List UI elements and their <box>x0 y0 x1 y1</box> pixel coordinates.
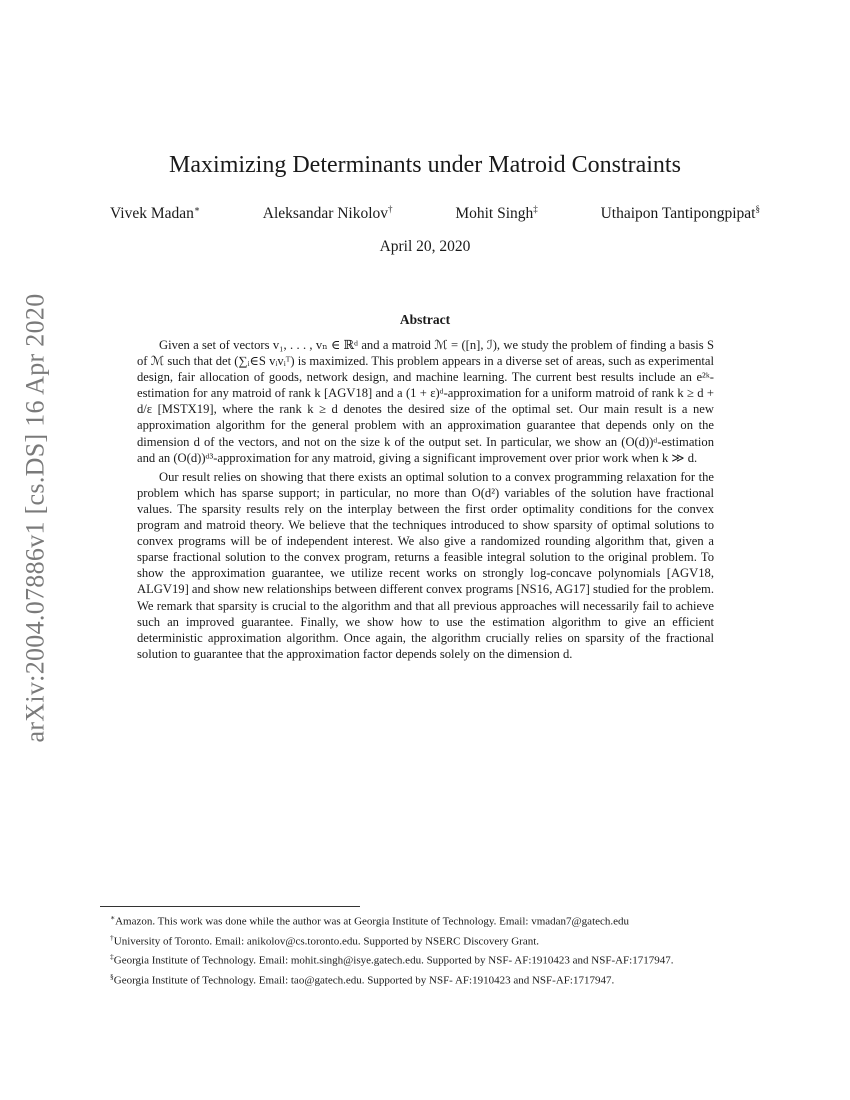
author <box>455 204 537 223</box>
author-name: Aleksandar Nikolov <box>262 205 389 223</box>
footnote-text: Amazon. This work was done while the author was at Georgia Institute of Technology. Email: vmadan7@gatech.edu <box>115 915 630 928</box>
footnote <box>100 930 751 950</box>
footnote-mark: ∗ <box>110 913 116 922</box>
author-mark: † <box>388 204 393 214</box>
author-name: Vivek Madan <box>110 205 194 223</box>
footnotes <box>100 910 751 989</box>
footnote <box>100 969 751 989</box>
footnote-rule <box>100 906 360 907</box>
author <box>263 204 393 223</box>
paper-date: April 20, 2020 <box>379 238 471 255</box>
footnote-mark: ‡ <box>110 952 114 962</box>
author <box>110 204 200 223</box>
footnote-text: University of Toronto. Email: anikolov@cs.toronto.edu. Supported by NSERC Discovery Grant. <box>113 935 540 948</box>
arxiv-stamp <box>14 268 58 768</box>
author-name: Uthaipon Tantipongpipat <box>600 205 756 223</box>
footnote-text: Georgia Institute of Technology. Email: tao@gatech.edu. Supported by NSF- AF:1910423 and NSF-AF:1717947. <box>113 974 615 987</box>
author-mark: § <box>755 204 760 214</box>
abstract-paragraph: Given a set of vectors v₁, . . . , vₙ ∈ ℝᵈ and a matroid ℳ = ([n], ℐ), we study the problem of finding a basis S of ℳ such that det (∑ᵢ∈S vᵢvᵢᵀ) is maximized. This problem appears in a diverse set of areas, such as experimental design, fair allocation of goods, network design, and machine learning. The current best results include an e²ᵏ-estimation for any matroid of rank k [AGV18] and a (1 + ε)ᵈ-approximation for a uniform matroid of rank k ≥ d + d/ε [MSTX19], where the rank k ≥ d denotes the desired size of the optimal set. Our main result is a new approximation algorithm for the general problem with an approximation guarantee that depends only on the dimension d of the vectors, and not on the size k of the output set. In particular, we show an (O(d))ᵈ-estimation and an (O(d))ᵈ³-approximation for any matroid, giving a significant improvement over prior work when k ≫ d. <box>137 338 714 465</box>
footnote-mark: § <box>110 971 114 981</box>
footnote-text: Georgia Institute of Technology. Email: mohit.singh@isye.gatech.edu. Supported by NSF- AF:1910423 and NSF-AF:1717947. <box>113 954 674 967</box>
footnote <box>100 910 751 930</box>
author-list <box>110 204 760 223</box>
author-mark: ∗ <box>193 204 200 214</box>
abstract-body <box>137 337 714 662</box>
abstract-heading: Abstract <box>399 312 451 327</box>
paper-title: Maximizing Determinants under Matroid Constraints <box>169 152 681 178</box>
author-mark: ‡ <box>533 204 538 214</box>
footnote <box>100 949 751 969</box>
footnote-mark: † <box>110 932 114 942</box>
author-name: Mohit Singh <box>455 205 534 223</box>
author <box>601 204 760 223</box>
abstract-paragraph: Our result relies on showing that there exists an optimal solution to a convex programming relaxation for the problem which has sparse support; in particular, no more than O(d²) variables of the solution have fractional values. The sparsity results rely on the interplay between the first order optimality conditions for the convex program and matroid theory. We believe that the techniques introduced to show sparsity of optimal solutions to convex programs will be of independent interest. We also give a randomized rounding algorithm that, given a sparse fractional solution to the convex program, returns a feasible integral solution to the original problem. To show the approximation guarantee, we utilize recent works on strongly log-concave polynomials [AGV18, ALGV19] and show new relationships between different convex programs [NS16, AG17] studied for the problem. We remark that sparsity is crucial to the algorithm and that all previous approaches will necessarily fail to achieve such an improved guarantee. Finally, we show how to use the estimation algorithm to give an efficient deterministic approximation algorithm. Once again, the algorithm crucially relies on sparsity of the fractional solution to guarantee that the approximation factor depends solely on the dimension d. <box>137 469 714 661</box>
arxiv-id: arXiv:2004.07886v1 [cs.DS] 16 Apr 2020 <box>21 293 51 743</box>
